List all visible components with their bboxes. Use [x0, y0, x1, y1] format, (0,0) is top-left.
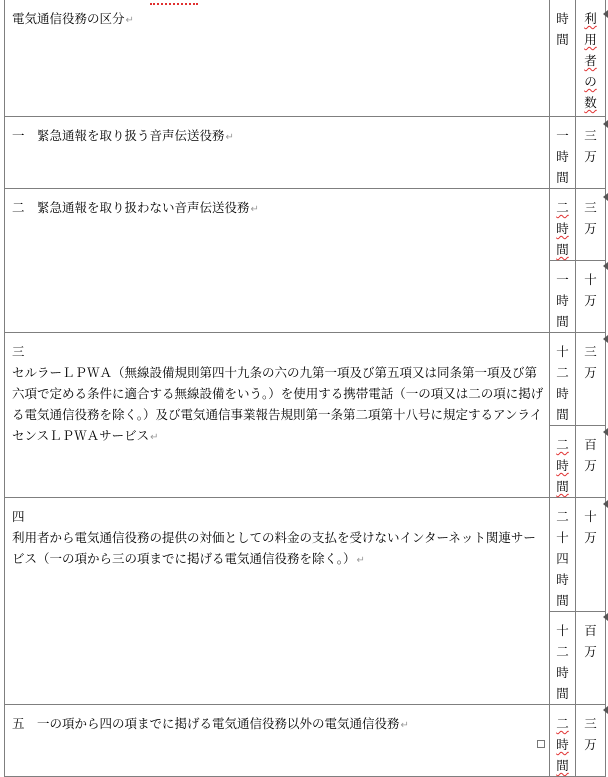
hours-cell[interactable] [550, 117, 576, 189]
hours-value: 十二時間 [556, 623, 569, 701]
header-service: 電気通信役務の区分 [12, 11, 125, 26]
hours-cell[interactable] [550, 612, 576, 705]
hours-cell[interactable] [550, 189, 576, 261]
paragraph-mark-icon: ↵ [400, 720, 409, 731]
users-cell[interactable] [576, 612, 606, 705]
header-hours-cell[interactable] [550, 0, 576, 117]
hours-value: 一時間 [556, 128, 569, 185]
category-cell[interactable] [5, 498, 550, 705]
paragraph-mark-icon: ↵ [356, 555, 365, 566]
users-value: 三万 [584, 128, 597, 164]
service-table [4, 0, 606, 777]
category-cell[interactable] [5, 117, 550, 189]
category-text: 二 緊急通報を取り扱わない音声伝送役務 [12, 200, 250, 215]
table-row [5, 333, 606, 426]
users-cell[interactable] [576, 498, 606, 612]
row-end-marker-icon [603, 428, 608, 436]
header-users: 利用者の数 [584, 11, 597, 110]
category-text: セルラーＬＰＷＡ（無線設備規則第四十九条の六の九第一項及び第五項又は同条第一項及び第六項で定める条件に適合する無線設備をいう。）を使用する携帯電話（一の項又は二の項に掲げる電気通信役務を除く。）及び電気通信事業報告規則第一条第二項第十八号に規定するアンライセンスＬＰＷＡサービス [12, 365, 544, 443]
hours-value: 十二時間 [556, 344, 569, 422]
hours-cell[interactable] [550, 705, 576, 777]
category-text: 五 一の項から四の項までに掲げる電気通信役務以外の電気通信役務 [12, 716, 400, 731]
hours-value: 一時間 [556, 272, 569, 329]
row-end-marker-icon [603, 262, 608, 270]
users-value: 三万 [584, 344, 597, 380]
hours-cell[interactable] [550, 333, 576, 426]
hours-value: 二時間 [556, 200, 569, 257]
row-end-marker-icon [603, 335, 608, 343]
users-cell[interactable] [576, 189, 606, 261]
table-row [5, 498, 606, 612]
hours-cell[interactable] [550, 498, 576, 612]
category-text: 一 緊急通報を取り扱う音声伝送役務 [12, 128, 225, 143]
table-row [5, 705, 606, 777]
paragraph-mark-icon: ↵ [150, 432, 159, 443]
hours-cell[interactable] [550, 261, 576, 333]
category-number: 三 [12, 344, 25, 359]
users-cell[interactable] [576, 261, 606, 333]
users-cell[interactable] [576, 333, 606, 426]
users-value: 百万 [584, 437, 597, 473]
paragraph-mark-icon: ↵ [225, 132, 234, 143]
header-service-cell[interactable] [5, 0, 550, 117]
paragraph-mark-icon: ↵ [250, 204, 259, 215]
hours-value: 二時間 [556, 437, 569, 494]
users-value: 三万 [584, 200, 597, 236]
category-cell[interactable] [5, 189, 550, 333]
users-value: 十万 [584, 509, 597, 545]
row-end-marker-icon [603, 706, 608, 714]
category-number: 四 [12, 509, 25, 524]
users-cell[interactable] [576, 117, 606, 189]
category-text: 利用者から電気通信役務の提供の対価としての料金の支払を受けないインターネット関連サービス（一の項から三の項までに掲げる電気通信役務を除く。） [12, 530, 536, 566]
table-row [5, 189, 606, 261]
hours-value: 二十四時間 [556, 509, 569, 608]
paragraph-mark-icon: ↵ [125, 15, 134, 26]
category-cell[interactable] [5, 333, 550, 498]
row-end-marker-icon [603, 10, 608, 18]
row-end-marker-icon [603, 193, 608, 201]
users-value: 十万 [584, 272, 597, 308]
hours-value: 二時間 [556, 716, 569, 773]
table-header-row [5, 0, 606, 117]
users-value: 百万 [584, 623, 597, 659]
category-cell[interactable] [5, 705, 550, 777]
row-end-marker-icon [603, 500, 608, 508]
table-row [5, 117, 606, 189]
users-cell[interactable] [576, 426, 606, 498]
header-hours: 時間 [556, 11, 569, 47]
row-end-marker-icon [603, 120, 608, 128]
table-resize-handle[interactable] [537, 740, 545, 748]
header-users-cell[interactable] [576, 0, 606, 117]
hours-cell[interactable] [550, 426, 576, 498]
users-value: 三万 [584, 716, 597, 752]
users-cell[interactable] [576, 705, 606, 777]
row-end-marker-icon [603, 613, 608, 621]
